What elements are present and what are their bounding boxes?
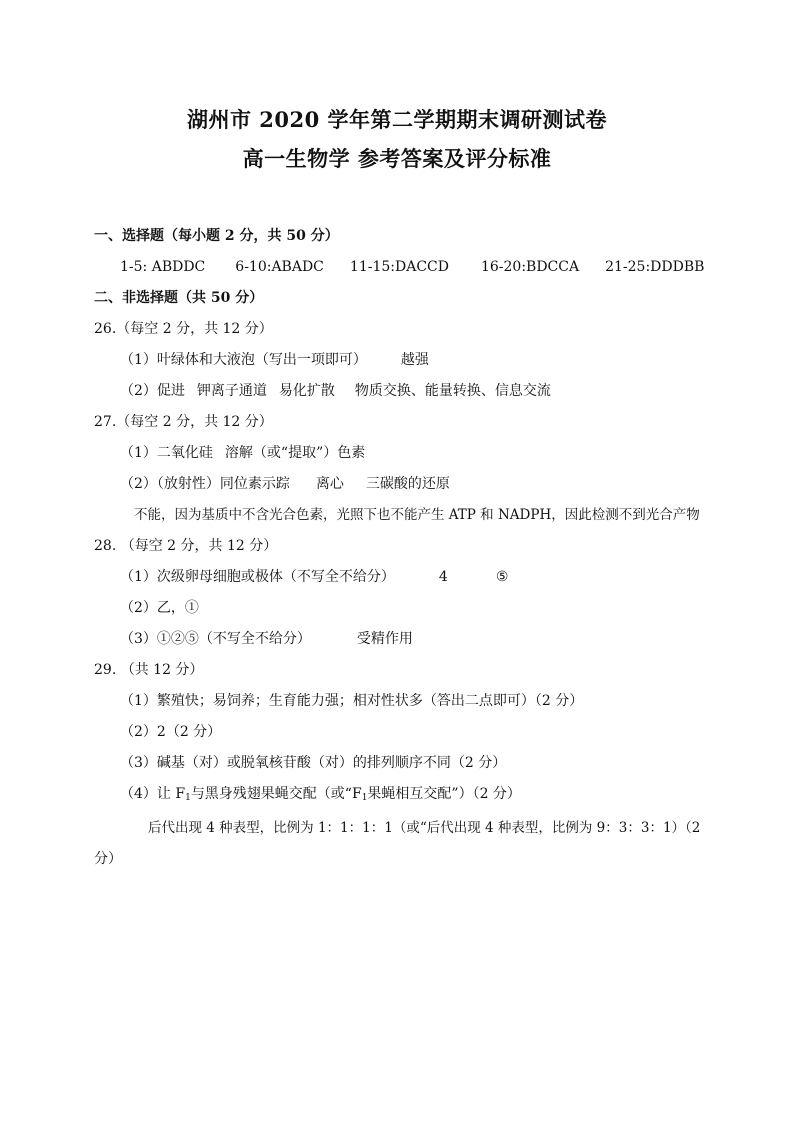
q28-part1-c: ⑤	[495, 569, 509, 585]
section2-heading: 二、非选择题（共 50 分）	[94, 290, 264, 306]
q29-part5: 后代出现 4 种表型，比例为 1：1：1：1（或“后代出现 4 种表型，比例为 9：3：3：1）（2	[148, 820, 701, 836]
section1-heading: 一、选择题（每小题 2 分，共 50 分）	[94, 228, 339, 244]
answers-21-25: 21-25:DDDBB	[605, 259, 705, 275]
q29-part1: （1）繁殖快；易饲养；生育能力强；相对性状多（答出二点即可）（2 分）	[120, 693, 584, 709]
answers-11-15: 11-15:DACCD	[349, 259, 449, 275]
q29-part3: （3）碱基（对）或脱氧核苷酸（对）的排列顺序不同（2 分）	[120, 755, 507, 771]
q26-part2-b: 钾离子通道	[196, 383, 267, 399]
q28-part1	[120, 567, 508, 587]
answers-16-20: 16-20:BDCCA	[480, 259, 580, 275]
q29-part4	[120, 784, 521, 808]
q26-part2-d: 物质交换、能量转换、信息交流	[354, 383, 551, 399]
answer-key-subtitle: 高一生物学 参考答案及评分标准	[242, 146, 552, 171]
q26-part1-a: （1）叶绿体和大液泡（写出一项即可）	[120, 352, 367, 368]
q28-part3-a: （3）①②⑤（不写全不给分）	[120, 631, 311, 647]
q29-part4-b: 与黑身残翅果蝇交配（或“F	[190, 786, 362, 802]
q28-part2: （2）乙，①	[120, 600, 199, 616]
q29-part4-c: 果蝇相互交配”）（2 分）	[367, 786, 521, 802]
q27-heading: 27.（每空 2 分，共 12 分）	[94, 414, 273, 430]
q28-part1-b: 4	[438, 569, 448, 585]
q27-part2-b: 离心	[315, 476, 344, 492]
subscript-1b: 1	[361, 793, 368, 803]
answers-6-10: 6-10:ABADC	[235, 259, 324, 275]
q29-heading: 29. （共 12 分）	[94, 662, 204, 678]
answers-1-5: 1-5: ABDDC	[120, 259, 206, 275]
q27-part2-a: （2）（放射性）同位素示踪	[120, 476, 290, 492]
q27-part2-c: 三碳酸的还原	[365, 476, 450, 492]
q27-part1-b: 溶解（或“提取”）色素	[224, 445, 366, 461]
q27-part3: 不能，因为基质中不含光合色素，光照下也不能产生 ATP 和 NADPH，因此检测不到光合产物	[134, 507, 700, 523]
exam-title: 湖州市 2020 学年第二学期期末调研测试卷	[186, 107, 608, 132]
q26-part1-b: 越强	[400, 352, 429, 368]
q26-part2-c: 易化扩散	[278, 383, 335, 399]
q27-part1-a: （1）二氧化硅	[120, 445, 213, 461]
q29-part4-a: （4）让 F	[120, 786, 186, 802]
q27-part1	[120, 443, 365, 463]
q29-part5-cont: 分）	[94, 851, 122, 867]
q28-heading: 28. （每空 2 分，共 12 分）	[94, 538, 278, 554]
q29-part2: （2）2（2 分）	[120, 724, 222, 740]
q28-part1-a: （1）次级卵母细胞或极体（不写全不给分）	[120, 569, 395, 585]
subscript-1: 1	[185, 793, 191, 803]
q26-part2-a: （2）促进	[120, 383, 185, 399]
q26-part2	[120, 381, 551, 401]
q28-part3-b: 受精作用	[356, 631, 413, 647]
choice-answers	[120, 257, 704, 277]
q28-part3	[120, 629, 413, 649]
q27-part2	[120, 474, 450, 494]
q26-part1	[120, 350, 429, 370]
q26-heading: 26.（每空 2 分，共 12 分）	[94, 321, 273, 337]
